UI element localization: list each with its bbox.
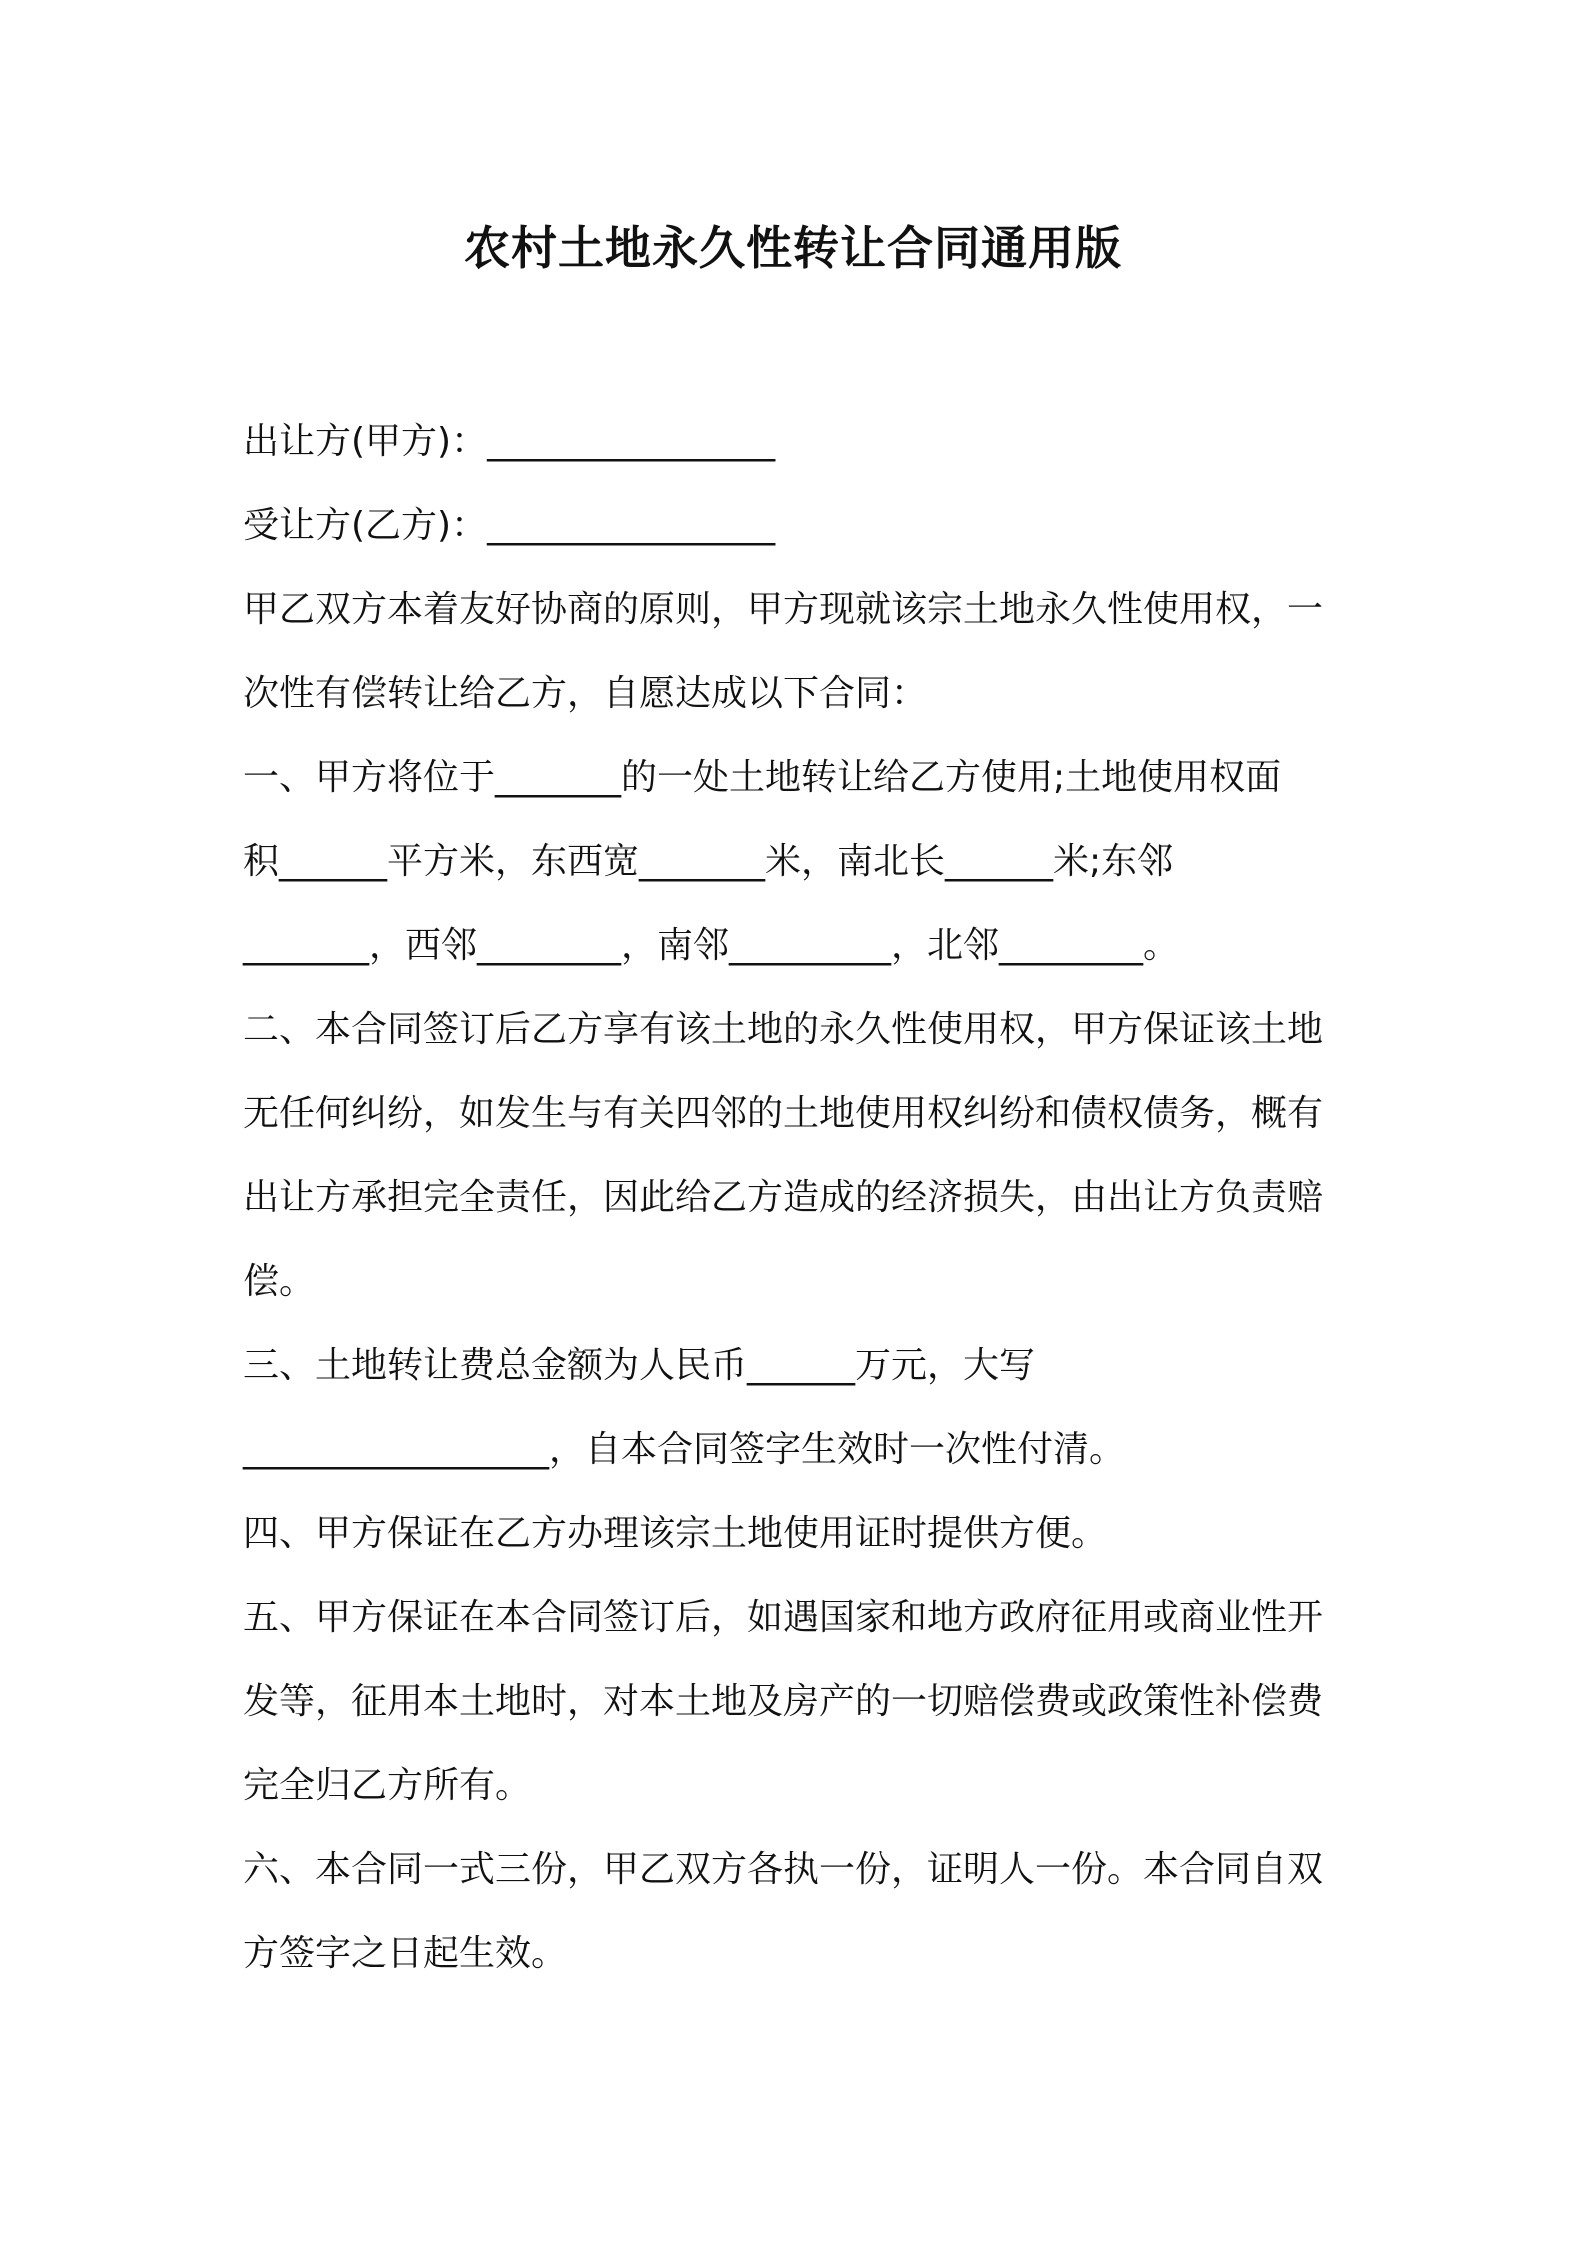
clause-5-line-2: 发等，征用本土地时，对本土地及房产的一切赔偿费或政策性补偿费	[243, 1681, 1324, 1722]
preamble-line-2: 次性有偿转让给乙方，自愿达成以下合同：	[243, 673, 928, 714]
party-a-line: 出让方(甲方)：________________	[243, 421, 776, 462]
clause-6-line-2: 方签字之日起生效。	[243, 1933, 568, 1974]
clause-6-line-1: 六、本合同一式三份，甲乙双方各执一份，证明人一份。本合同自双	[243, 1849, 1324, 1890]
clause-5-line-3: 完全归乙方所有。	[243, 1765, 532, 1806]
clause-1-line-3: _______，西邻________，南邻_________，北邻________。	[243, 925, 1180, 966]
clause-2-line-3: 出让方承担完全责任，因此给乙方造成的经济损失，由出让方负责赔	[243, 1177, 1324, 1218]
clause-1-line-2: 积______平方米，东西宽_______米，南北长______米;东邻	[243, 841, 1174, 882]
clause-3-line-2: _________________，自本合同签字生效时一次性付清。	[243, 1429, 1126, 1470]
clause-1-line-1: 一、甲方将位于_______的一处土地转让给乙方使用;土地使用权面	[243, 757, 1282, 798]
clause-2-line-1: 二、本合同签订后乙方享有该土地的永久性使用权，甲方保证该土地	[243, 1009, 1324, 1050]
clause-2-line-2: 无任何纠纷，如发生与有关四邻的土地使用权纠纷和债权债务，概有	[243, 1093, 1324, 1134]
document-body	[243, 400, 1353, 1996]
clause-4-line-1: 四、甲方保证在乙方办理该宗土地使用证时提供方便。	[243, 1513, 1108, 1554]
clause-5-line-1: 五、甲方保证在本合同签订后，如遇国家和地方政府征用或商业性开	[243, 1597, 1324, 1638]
clause-3-line-1: 三、土地转让费总金额为人民币______万元，大写	[243, 1345, 1036, 1386]
preamble-line-1: 甲乙双方本着友好协商的原则，甲方现就该宗土地永久性使用权，一	[243, 589, 1324, 630]
clause-2-line-4: 偿。	[243, 1261, 316, 1302]
document-title: 农村土地永久性转让合同通用版	[464, 221, 1122, 275]
party-b-line: 受让方(乙方)：________________	[243, 505, 776, 546]
